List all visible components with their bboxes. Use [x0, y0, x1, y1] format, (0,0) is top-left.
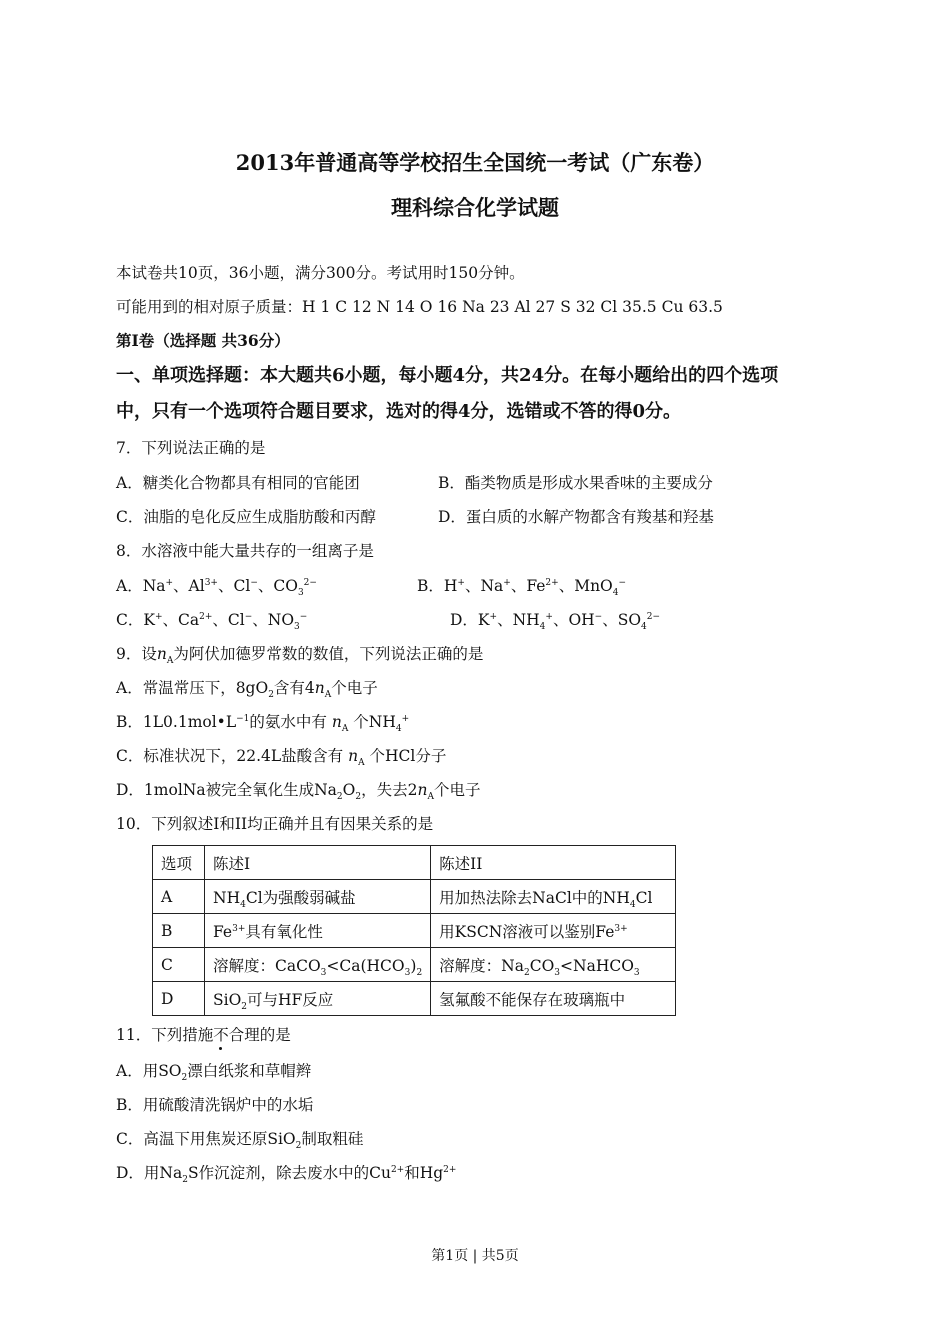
table-cell-option: C	[153, 948, 205, 982]
question-11-stem: 11．下列措施不合理的是	[116, 1026, 291, 1044]
table-cell-option: A	[153, 880, 205, 914]
table-cell-option: B	[153, 914, 205, 948]
table-cell-option: D	[153, 982, 205, 1016]
question-8-stem: 8．水溶液中能大量共存的一组离子是	[116, 542, 374, 560]
table-cell: $Fe^{3+}$具有氧化性	[205, 914, 431, 948]
question-10-table	[152, 845, 676, 1016]
table-row	[153, 982, 676, 1016]
question-10-stem: 10．下列叙述I和II均正确并且有因果关系的是	[116, 815, 434, 833]
question-8-option-b: B．H+、Na+、$Fe^{2+}$、MnO$_4$−	[417, 577, 627, 599]
table-header-cell: 陈述I	[205, 846, 431, 880]
question-8-option-c: C．K+、$Ca^{2+}$、Cl−、$NO_3^-$	[116, 611, 308, 633]
exam-info: 本试卷共10页，36小题，满分300分。考试用时150分钟。	[116, 264, 525, 282]
question-9-option-a: A．常温常压下，$8gO_2$含有$4n_A$个电子	[116, 679, 378, 701]
question-7-option-d: D．蛋白质的水解产物都含有羧基和羟基	[438, 508, 714, 526]
table-row	[153, 948, 676, 982]
page-footer: 第1页 | 共5页	[431, 1248, 519, 1264]
question-9-option-b: B．$1L0.1mol•L^{-1}$的氨水中有 $n_A$ 个$NH_4^+$	[116, 713, 410, 735]
question-7-option-a: A．糖类化合物都具有相同的官能团	[116, 474, 360, 492]
question-9-option-d: D．1molNa被完全氧化生成$Na_2O_2$，失去$2n_A$个电子	[116, 781, 481, 803]
question-11-option-a: A．用$SO_2$漂白纸浆和草帽辫	[116, 1062, 312, 1084]
question-11-option-d: D．用$Na_2S$作沉淀剂，除去废水中的$Cu^{2+}$和$Hg^{2+}$	[116, 1164, 457, 1186]
section-instructions-line2: 中，只有一个选项符合题目要求，选对的得4分，选错或不答的得0分。	[116, 401, 682, 422]
question-8-option-a: A．Na+、$Al^{3+}$、Cl−、$CO_3^{2-}$	[116, 577, 317, 599]
table-header-row	[153, 846, 676, 880]
atomic-masses: 可能用到的相对原子质量：H 1 C 12 N 14 O 16 Na 23 Al 27 S 32 Cl 35.5 Cu 63.5	[116, 298, 723, 316]
table-row	[153, 914, 676, 948]
part-heading: 第I卷（选择题 共36分）	[116, 331, 290, 350]
table-row	[153, 880, 676, 914]
emphasis-dot	[219, 1047, 222, 1050]
question-9-option-c: C．标准状况下，22.4L盐酸含有 $n_A$ 个HCl分子	[116, 747, 447, 769]
question-7-option-c: C．油脂的皂化反应生成脂肪酸和丙醇	[116, 508, 376, 526]
table-cell: 用加热法除去NaCl中的$NH_4Cl$	[431, 880, 676, 914]
question-7-stem: 7．下列说法正确的是	[116, 439, 266, 457]
table-cell: 溶解度：$CaCO_3<Ca(HCO_3)_2$	[205, 948, 431, 982]
table-cell: 用KSCN溶液可以鉴别$Fe^{3+}$	[431, 914, 676, 948]
table-cell: 氢氟酸不能保存在玻璃瓶中	[431, 982, 676, 1016]
question-7-option-b: B．酯类物质是形成水果香味的主要成分	[438, 474, 713, 492]
exam-subtitle: 理科综合化学试题	[391, 195, 559, 220]
table-header-cell: 选项	[153, 846, 205, 880]
table-cell: 溶解度：$Na_2CO_3<NaHCO_3$	[431, 948, 676, 982]
section-instructions-line1: 一、单项选择题：本大题共6小题，每小题4分，共24分。在每小题给出的四个选项	[116, 365, 779, 386]
question-11-option-b: B．用硫酸清洗锅炉中的水垢	[116, 1096, 314, 1114]
exam-title: 2013年普通高等学校招生全国统一考试（广东卷）	[235, 150, 715, 175]
table-cell: $NH_4Cl$为强酸弱碱盐	[205, 880, 431, 914]
question-11-option-c: C．高温下用焦炭还原SiO$_2$制取粗硅	[116, 1130, 364, 1152]
table-header-cell: 陈述II	[431, 846, 676, 880]
table-cell: SiO$_2$可与HF反应	[205, 982, 431, 1016]
question-8-option-d: D．K+、$NH_4^+$、OH−、$SO_4^{2-}$	[450, 611, 661, 633]
question-9-stem: 9．设$n_A$为阿伏加德罗常数的数值，下列说法正确的是	[116, 645, 484, 667]
